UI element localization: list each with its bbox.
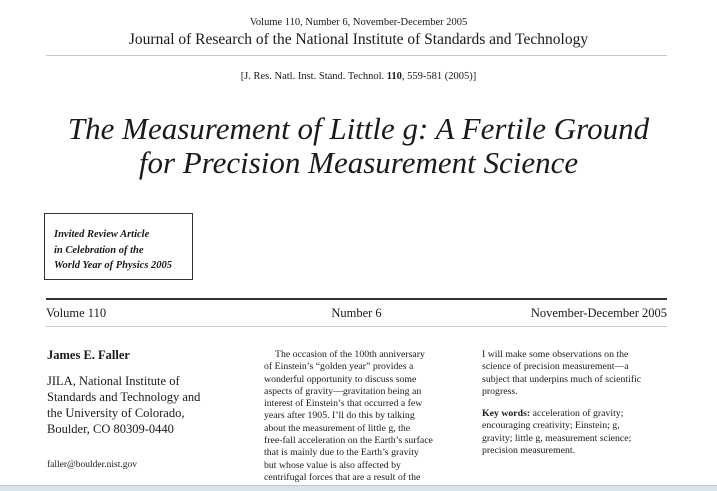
keywords-line: gravity; little g, measurement science; (482, 432, 632, 444)
abstract-line: years after 1905. I’ll do this by talking (264, 410, 415, 422)
invited-line-1: Invited Review Article (54, 229, 150, 240)
article-title-line-1: The Measurement of Little g: A Fertile Ground (67, 111, 650, 146)
abstract-line: free-fall acceleration on the Earth’s surface (264, 435, 433, 447)
abstract-line: of Einstein’s “golden year” provides a (264, 361, 414, 373)
abstract-column (264, 349, 442, 484)
volume-line: Volume 110, Number 6, November-December 2005 (249, 17, 468, 28)
citation-pages: , 559-581 (2005)] (401, 71, 477, 82)
header-divider (46, 55, 667, 56)
keywords-line: encouraging creativity; Einstein; g, (482, 420, 620, 432)
invited-review-box (44, 213, 193, 280)
article-title (0, 112, 717, 180)
spacer (482, 398, 672, 408)
citation-prefix: [J. Res. Natl. Inst. Stand. Technol. (240, 71, 387, 82)
abstract-cont-line: progress. (482, 385, 518, 397)
affiliation-line-1: JILA, National Institute of (47, 374, 180, 388)
viewer-bottom-edge (0, 485, 717, 491)
issue-bottom-rule (46, 326, 667, 327)
affiliation-line-4: Boulder, CO 80309-0440 (47, 422, 174, 436)
abstract-cont-line: science of precision measurement—a (482, 361, 629, 373)
affiliation-line-2: Standards and Technology and (47, 390, 201, 404)
abstract-cont-line: subject that underpins much of scientific (482, 373, 642, 385)
abstract-line: aspects of gravity—gravitation being an (264, 385, 422, 397)
keywords-line: precision measurement. (482, 445, 576, 457)
issue-top-rule (46, 298, 667, 300)
keywords-text: acceleration of gravity; (530, 408, 624, 420)
abstract-line: that is mainly due to the Earth’s gravity (264, 447, 419, 459)
author-affiliation (47, 373, 200, 437)
invited-line-3: World Year of Physics 2005 (54, 260, 173, 271)
issue-date: November-December 2005 (530, 306, 667, 320)
abstract-line: but whose value is also affected by (264, 459, 401, 471)
abstract-line: about the measurement of little g, the (264, 422, 411, 434)
journal-title: Journal of Research of the National Institute of Standards and Technology (128, 31, 589, 48)
citation-volume: 110 (386, 71, 402, 82)
issue-number: Number 6 (331, 306, 382, 320)
keywords-line (482, 408, 672, 420)
issue-volume: Volume 110 (46, 306, 107, 320)
article-title-line-2: for Precision Measurement Science (138, 145, 579, 180)
abstract-line: The occasion of the 100th anniversary (275, 349, 425, 360)
invited-line-2: in Celebration of the (54, 244, 144, 256)
abstract-line: wonderful opportunity to discuss some (264, 373, 417, 385)
abstract-line: centrifugal forces that are a result of the (264, 471, 421, 483)
author-email[interactable]: faller@boulder.nist.gov (47, 460, 138, 470)
author-name: James E. Faller (47, 348, 130, 362)
abstract-continued-column (482, 349, 672, 457)
abstract-line: interest of Einstein’s that occurred a few (264, 398, 423, 410)
citation (0, 71, 717, 82)
affiliation-line-3: the University of Colorado, (47, 406, 185, 420)
abstract-cont-line: I will make some observations on the (482, 349, 629, 360)
keywords-label: Key words: (482, 408, 531, 420)
